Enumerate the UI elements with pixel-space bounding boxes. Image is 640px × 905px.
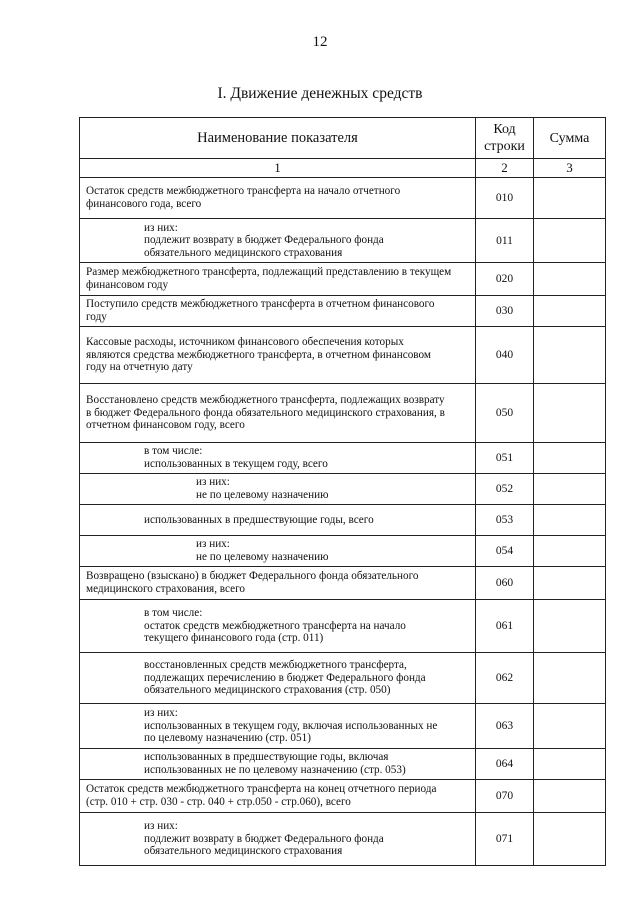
indicator-name	[80, 263, 476, 296]
indicator-name	[80, 178, 476, 219]
table-row	[80, 600, 606, 653]
indicator-name-line: не по целевому назначению	[196, 489, 329, 501]
indicator-name	[80, 384, 476, 443]
indicator-name-line: из них:	[144, 820, 178, 833]
table-row	[80, 749, 606, 780]
table-row	[80, 653, 606, 704]
line-code: 052	[476, 474, 534, 505]
cash-flow-table	[79, 117, 606, 866]
indicator-name-line: использованных в текущем году, всего	[144, 458, 328, 470]
line-code: 050	[476, 384, 534, 443]
indicator-name-line: обязательного медицинского страхования (стр. 050)	[144, 684, 391, 697]
indicator-name-line: по целевому назначению (стр. 051)	[144, 732, 311, 745]
indicator-name	[80, 600, 476, 653]
col-number-2: 2	[476, 159, 534, 178]
indicator-name-line: в том числе:	[144, 607, 203, 620]
table-row	[80, 296, 606, 327]
table-row	[80, 219, 606, 263]
indicator-name-line: из них:	[144, 707, 178, 720]
table-row	[80, 474, 606, 505]
indicator-name	[80, 813, 476, 866]
indicator-name-line: Восстановлено средств межбюджетного трансферта, подлежащих возврату	[86, 394, 445, 407]
indicator-name-line: из них:	[196, 476, 230, 489]
indicator-name	[80, 653, 476, 704]
sum-cell[interactable]	[534, 263, 606, 296]
indicator-name-line: подлежащих перечислению в бюджет Федерального фонда	[144, 671, 426, 684]
table-row	[80, 536, 606, 567]
indicator-name-line: Остаток средств межбюджетного трансферта на начало отчетного	[86, 185, 401, 198]
indicator-name	[80, 749, 476, 780]
line-code: 010	[476, 178, 534, 219]
header-code-line2: строки	[484, 139, 525, 154]
indicator-name	[80, 780, 476, 813]
indicator-name	[80, 567, 476, 600]
line-code: 064	[476, 749, 534, 780]
indicator-name-line: из них:	[196, 538, 230, 551]
line-code: 071	[476, 813, 534, 866]
indicator-name-line: использованных в предшествующие годы, всего	[144, 513, 374, 526]
line-code: 061	[476, 600, 534, 653]
col-number-1: 1	[80, 159, 476, 178]
indicator-name	[80, 505, 476, 536]
indicator-name	[80, 474, 476, 505]
line-code: 040	[476, 327, 534, 384]
section-title: I. Движение денежных средств	[217, 85, 423, 102]
sum-cell[interactable]	[534, 505, 606, 536]
sum-cell[interactable]	[534, 600, 606, 653]
sum-cell[interactable]	[534, 536, 606, 567]
sum-cell[interactable]	[534, 219, 606, 263]
indicator-name-line: в том числе:	[144, 445, 203, 458]
line-code: 020	[476, 263, 534, 296]
indicator-name-line: в бюджет Федерального фонда обязательного медицинского страхования, в	[86, 406, 445, 419]
table-row	[80, 327, 606, 384]
line-code: 051	[476, 443, 534, 474]
indicator-name-line: Поступило средств межбюджетного трансферта в отчетном финансового	[86, 298, 435, 311]
indicator-name-line: медицинского страхования, всего	[86, 583, 245, 595]
sum-cell[interactable]	[534, 653, 606, 704]
table-row	[80, 384, 606, 443]
indicator-name-line: обязательного медицинского страхования	[144, 246, 343, 259]
table-row	[80, 704, 606, 749]
sum-cell[interactable]	[534, 474, 606, 505]
indicator-name-line: Возвращено (взыскано) в бюджет Федерального фонда обязательного	[86, 570, 419, 583]
indicator-name-line: Размер межбюджетного трансферта, подлежащий представлению в текущем	[86, 266, 452, 279]
sum-cell[interactable]	[534, 567, 606, 600]
header-code	[476, 118, 534, 159]
sum-cell[interactable]	[534, 443, 606, 474]
col-number-3: 3	[534, 159, 606, 178]
indicator-name-line: не по целевому назначению	[196, 551, 329, 563]
header-sum: Сумма	[534, 118, 606, 159]
indicator-name-line: остаток средств межбюджетного трансферта на начало	[144, 619, 406, 632]
line-code: 053	[476, 505, 534, 536]
line-code: 054	[476, 536, 534, 567]
indicator-name-line: текущего финансового года (стр. 011)	[144, 632, 324, 645]
indicator-name-line: (стр. 010 + стр. 030 - стр. 040 + стр.050 - стр.060), всего	[86, 796, 351, 808]
line-code: 030	[476, 296, 534, 327]
table-row	[80, 567, 606, 600]
indicator-name-line: подлежит возврату в бюджет Федерального фонда	[144, 234, 384, 247]
indicator-name	[80, 536, 476, 567]
indicator-name-line: использованных в текущем году, включая использованных не	[144, 719, 438, 732]
indicator-name-line: использованных в предшествующие годы, включая	[144, 751, 389, 764]
line-code: 060	[476, 567, 534, 600]
sum-cell[interactable]	[534, 749, 606, 780]
sum-cell[interactable]	[534, 780, 606, 813]
indicator-name	[80, 327, 476, 384]
indicator-name	[80, 296, 476, 327]
table-row	[80, 178, 606, 219]
table-row	[80, 263, 606, 296]
indicator-name-line: являются средства межбюджетного трансферта, в отчетном финансовом	[86, 348, 431, 361]
indicator-name-line: финансового года, всего	[86, 198, 202, 210]
line-code: 011	[476, 219, 534, 263]
indicator-name-line: отчетном финансовом году, всего	[86, 419, 245, 432]
sum-cell[interactable]	[534, 384, 606, 443]
indicator-name-line: Остаток средств межбюджетного трансферта на конец отчетного периода	[86, 783, 437, 796]
indicator-name-line: финансовом году	[86, 279, 169, 291]
line-code: 063	[476, 704, 534, 749]
indicator-name-line: восстановленных средств межбюджетного трансферта,	[144, 659, 407, 672]
table-row	[80, 505, 606, 536]
indicator-name	[80, 704, 476, 749]
line-code: 062	[476, 653, 534, 704]
sum-cell[interactable]	[534, 178, 606, 219]
sum-cell[interactable]	[534, 296, 606, 327]
table-header-row	[80, 118, 606, 159]
indicator-name-line: подлежит возврату в бюджет Федерального фонда	[144, 832, 384, 845]
indicator-name-line: обязательного медицинского страхования	[144, 845, 343, 858]
table-row	[80, 443, 606, 474]
indicator-name-line: году на отчетную дату	[86, 361, 193, 374]
sum-cell[interactable]	[534, 813, 606, 866]
indicator-name-line: использованных не по целевому назначению (стр. 053)	[144, 764, 406, 776]
sum-cell[interactable]	[534, 327, 606, 384]
indicator-name-line: году	[86, 311, 107, 323]
page-number: 12	[312, 34, 328, 50]
header-name: Наименование показателя	[80, 118, 476, 159]
indicator-name	[80, 443, 476, 474]
line-code: 070	[476, 780, 534, 813]
sum-cell[interactable]	[534, 704, 606, 749]
header-code-line1: Код	[493, 122, 516, 137]
indicator-name-line: из них:	[144, 221, 178, 234]
table-row	[80, 813, 606, 866]
indicator-name-line: Кассовые расходы, источником финансового обеспечения которых	[86, 336, 404, 349]
table-row	[80, 780, 606, 813]
column-number-row	[80, 159, 606, 178]
indicator-name	[80, 219, 476, 263]
